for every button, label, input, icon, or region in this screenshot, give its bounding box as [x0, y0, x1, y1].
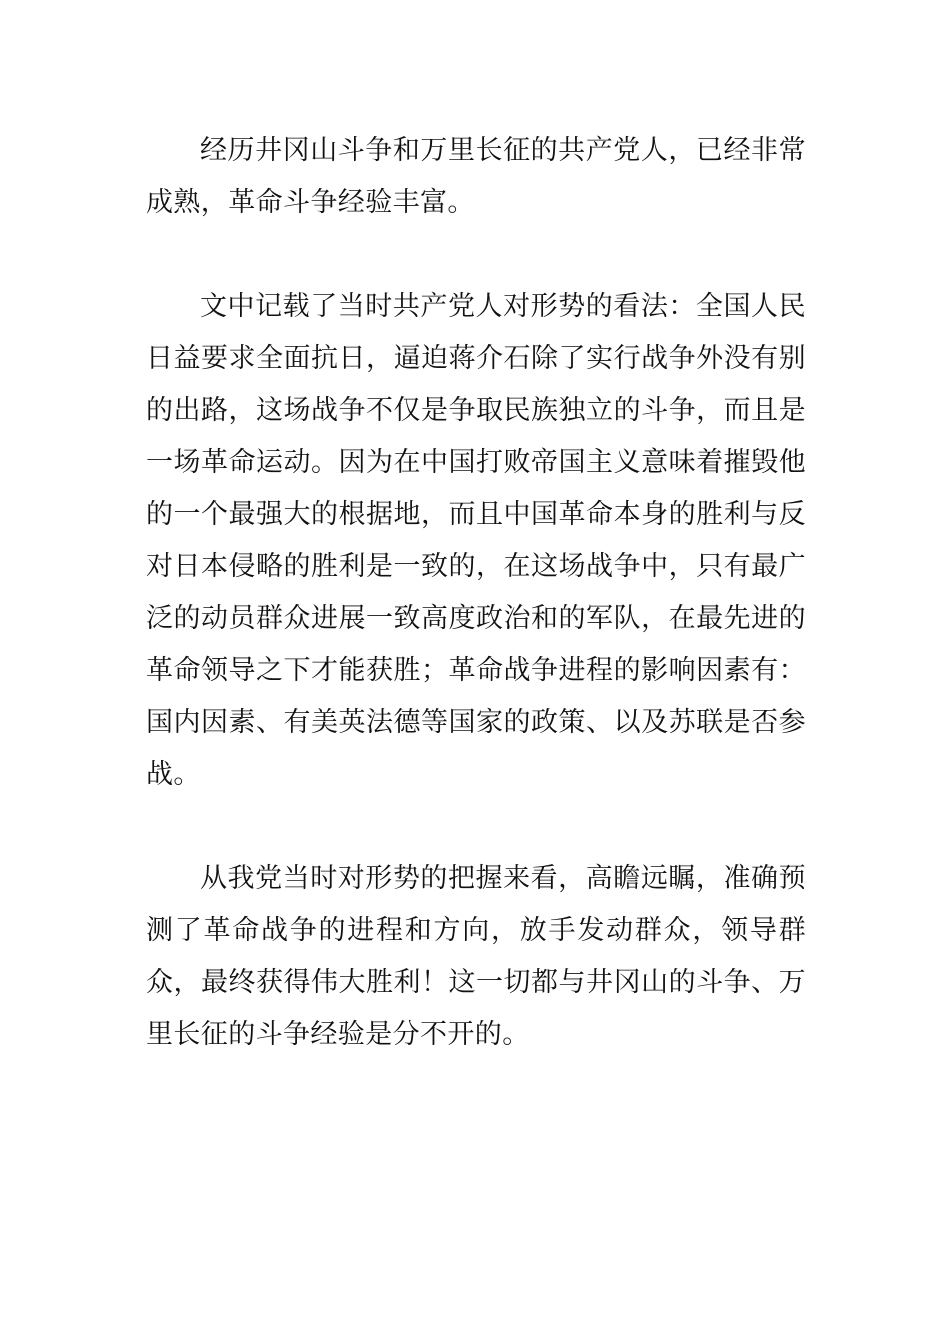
paragraph-3: 从我党当时对形势的把握来看，高瞻远瞩，准确预测了革命战争的进程和方向，放手发动群众，领导群众，最终获得伟大胜利！这一切都与井冈山的斗争、万里长征的斗争经验是分不开的。	[146, 863, 806, 1050]
paragraph-1: 经历井冈山斗争和万里长征的共产党人，已经非常成熟，革命斗争经验丰富。	[146, 135, 806, 218]
document-body	[146, 125, 806, 1061]
paragraph-2: 文中记载了当时共产党人对形势的看法：全国人民日益要求全面抗日，逼迫蒋介石除了实行战争外没有别的出路，这场战争不仅是争取民族独立的斗争，而且是一场革命运动。因为在中国打败帝国主义意味着摧毁他的一个最强大的根据地，而且中国革命本身的胜利与反对日本侵略的胜利是一致的，在这场战争中，只有最广泛的动员群众进展一致高度政治和的军队，在最先进的革命领导之下才能获胜；革命战争进程的影响因素有：国内因素、有美英法德等国家的政策、以及苏联是否参战。	[146, 291, 806, 790]
